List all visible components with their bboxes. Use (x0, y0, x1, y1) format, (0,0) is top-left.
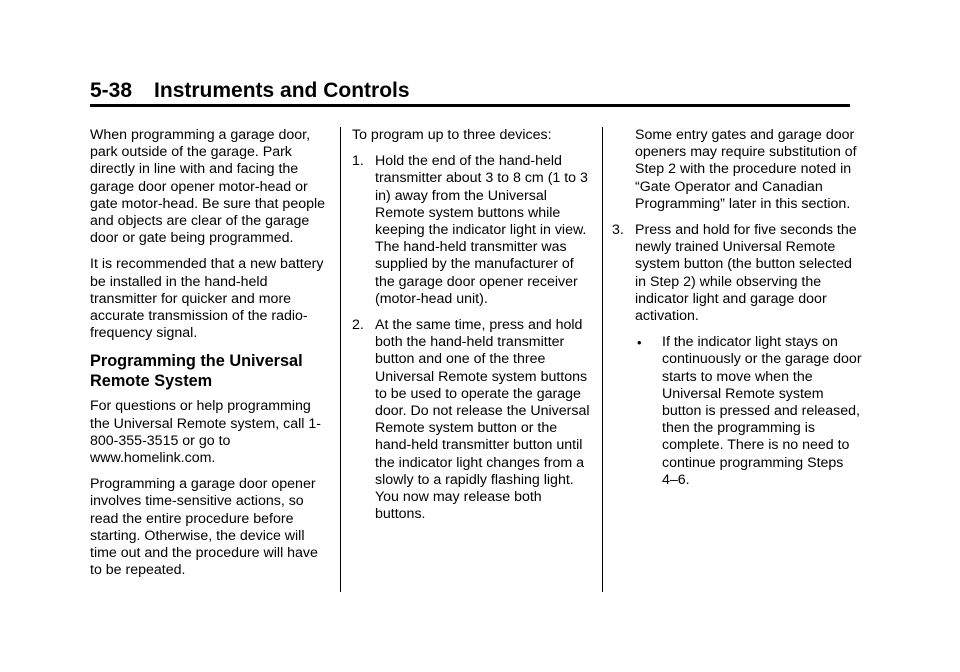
section-heading (90, 351, 330, 391)
steps-intro: To program up to three devices: (352, 127, 552, 143)
column-1 (90, 127, 330, 588)
step-3-text: Press and hold for five seconds the newly trained Universal Remote system button (the button selected in Step 2) while observing the indicator light and garage door activation. (635, 222, 857, 325)
step-3-number: 3. (612, 222, 624, 239)
column-3 (612, 127, 862, 498)
step-2-text: At the same time, press and hold both the hand-held transmitter button and one of the three Universal Remote system buttons to be used to operate the garage door. Do not release the Universal Remote system button or the hand-held transmitter button until the indicator light changes from a slowly to a rapidly flashing light. You now may release both buttons. (375, 317, 590, 523)
step-1 (352, 153, 590, 308)
column-2 (352, 127, 590, 532)
header-title (90, 78, 850, 104)
paragraph-parking: When programming a garage door, park outside of the garage. Park directly in line with and facing the garage door opener motor-head or gate motor-head. Be sure that people and objects are clear of the garage door or gate being programmed. (90, 127, 326, 247)
step-1-number: 1. (352, 153, 364, 170)
paragraph-help: For questions or help programming the Universal Remote system, call 1-800-355-3515 or go to www.homelink.com. (90, 398, 322, 467)
section-title: Instruments and Controls (154, 79, 410, 102)
step-2-number: 2. (352, 317, 364, 334)
column-divider-1 (340, 127, 341, 592)
bullet-item (612, 334, 862, 489)
step-2 (352, 317, 590, 523)
bullet-icon: • (637, 335, 642, 351)
page-number: 5-38 (90, 79, 133, 102)
column-divider-2 (602, 127, 603, 592)
paragraph-time-sensitive: Programming a garage door opener involves time-sensitive actions, so read the entire procedure before starting. Otherwise, the device will time out and the procedure will have to be repeated. (90, 476, 318, 579)
step-1-text: Hold the end of the hand-held transmitter about 3 to 8 cm (1 to 3 in) away from the Universal Remote system buttons while keeping the indicator light in view. The hand-held transmitter was supplied by the manufacturer of the garage door opener receiver (motor-head unit). (375, 153, 588, 307)
page-header (90, 78, 850, 104)
section-heading-line-1: Programming the Universal (90, 352, 303, 371)
step-3 (612, 222, 862, 325)
step-2-continuation: Some entry gates and garage door openers may require substitution of Step 2 with the procedure noted in “Gate Operator and Canadian Programming” later in this section. (635, 127, 857, 212)
paragraph-battery: It is recommended that a new battery be installed in the hand-held transmitter for quicker and more accurate transmission of the radio-frequency signal. (90, 256, 324, 342)
bullet-text: If the indicator light stays on continuously or the garage door starts to move when the Universal Remote system button is pressed and released, then the programming is complete. There is no need to continue programming Steps 4–6. (662, 334, 862, 488)
header-rule (90, 104, 850, 107)
section-heading-line-2: Remote System (90, 372, 213, 391)
